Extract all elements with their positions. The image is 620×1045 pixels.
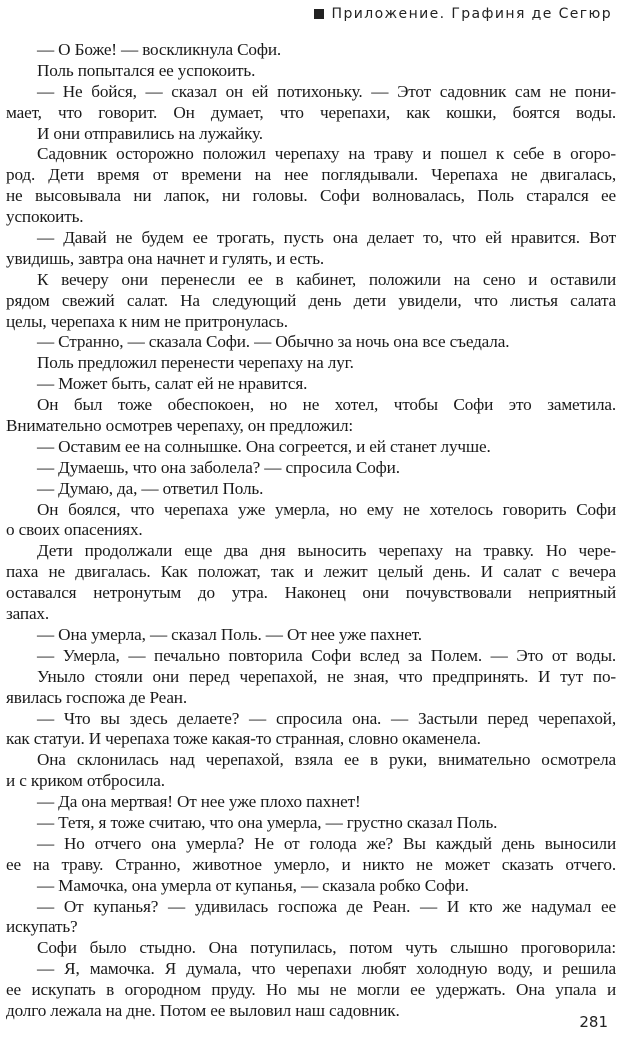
- text-line-content: Внимательно осмотрев черепаху, он предложил:: [6, 416, 354, 436]
- text-line-content: — Умерла, — печально повторила Софи вслед за Полем. — Это от воды.: [37, 645, 616, 665]
- text-line: [0, 562, 620, 583]
- text-line-content: Поль предложил перенести черепаху на луг.: [37, 353, 354, 373]
- text-line: [0, 165, 620, 186]
- running-header-title: Приложение. Графиня де Сегюр: [331, 6, 612, 22]
- text-line-content: — Мамочка, она умерла от купанья, — сказала робко Софи.: [37, 875, 469, 895]
- text-line-content: — Но отчего она умерла? Не от голода же? Вы каждый день выносили: [37, 833, 616, 853]
- text-line: [0, 792, 620, 813]
- text-line-content: явилась госпожа де Реан.: [6, 687, 187, 707]
- text-line: [0, 312, 620, 333]
- text-line: [0, 646, 620, 667]
- text-line: [0, 897, 620, 918]
- text-line-content: — Я, мамочка. Я думала, что черепахи любят холодную воду, и решила: [37, 959, 616, 979]
- text-line-content: — Давай не будем ее трогать, пусть она делает то, что ей нравится. Вот: [37, 228, 616, 248]
- text-line: [0, 667, 620, 688]
- text-line-content: увидишь, завтра она начнет и гулять, и есть.: [6, 248, 325, 268]
- text-line: [0, 332, 620, 353]
- text-line: [0, 771, 620, 792]
- text-line: [0, 186, 620, 207]
- running-header: [314, 4, 612, 24]
- text-line-content: — Не бойся, — сказал он ей потихоньку. — Этот садовник сам не пони-: [37, 81, 616, 101]
- text-line-content: мает, что говорит. Он думает, что черепахи, как кошки, боятся воды.: [6, 102, 616, 122]
- text-line-content: Уныло стояли они перед черепахой, не зная, что предпринять. И тут по-: [37, 666, 616, 686]
- text-line-content: целы, черепаха к ним не притронулась.: [6, 311, 288, 331]
- text-line-content: — Думаю, да, — ответил Поль.: [37, 478, 264, 498]
- text-line-content: Он был тоже обеспокоен, но не хотел, чтобы Софи это заметила.: [37, 395, 616, 415]
- text-line: [0, 207, 620, 228]
- text-line: [0, 917, 620, 938]
- text-line-content: Садовник осторожно положил черепаху на траву и пошел к себе в огоро-: [37, 144, 616, 164]
- text-line-content: — От купанья? — удивилась госпожа де Реан. — И кто же надумал ее: [37, 896, 616, 916]
- text-line: [0, 1001, 620, 1022]
- text-line: [0, 291, 620, 312]
- text-line: [0, 938, 620, 959]
- text-line: [0, 959, 620, 980]
- text-line: [0, 813, 620, 834]
- text-line: [0, 750, 620, 771]
- text-line-content: Она склонилась над черепахой, взяла ее в руки, внимательно осмотрела: [37, 750, 616, 770]
- text-line-content: Он боялся, что черепаха уже умерла, но ему не хотелось говорить Софи: [37, 499, 616, 519]
- text-line: [0, 458, 620, 479]
- text-line-content: оставался нетронутым до утра. Наконец они почувствовали неприятный: [6, 583, 616, 603]
- text-line: [0, 416, 620, 437]
- text-line: [0, 40, 620, 61]
- text-line-content: И они отправились на лужайку.: [37, 123, 263, 143]
- text-line: [0, 82, 620, 103]
- text-line-content: запах.: [6, 604, 50, 624]
- text-line: [0, 688, 620, 709]
- text-line-content: и с криком отбросила.: [6, 771, 165, 791]
- text-line: [0, 144, 620, 165]
- text-line: [0, 583, 620, 604]
- text-line-content: — Оставим ее на солнышке. Она согреется, и ей станет лучше.: [37, 436, 491, 456]
- text-line-content: Дети продолжали еще два дня выносить черепаху на травку. Но чере-: [37, 541, 616, 561]
- text-line-content: — Что вы здесь делаете? — спросила она. — Застыли перед черепахой,: [37, 708, 616, 728]
- text-line-content: — Думаешь, что она заболела? — спросила Софи.: [37, 457, 400, 477]
- text-line-content: — Может быть, салат ей не нравится.: [37, 374, 308, 394]
- text-line: [0, 709, 620, 730]
- text-line-content: — Она умерла, — сказал Поль. — От нее уже пахнет.: [37, 624, 422, 644]
- text-line: [0, 270, 620, 291]
- text-line: [0, 249, 620, 270]
- text-line: [0, 479, 620, 500]
- text-line-content: Софи было стыдно. Она потупилась, потом чуть слышно проговорила:: [37, 938, 616, 958]
- text-line-content: ее искупать в огородном пруду. Но мы не могли ее удержать. Она упала и: [6, 980, 616, 1000]
- text-line: [0, 980, 620, 1001]
- text-line: [0, 855, 620, 876]
- page-number: 281: [579, 1013, 608, 1031]
- text-line-content: долго лежала на дне. Потом ее выловил наш садовник.: [6, 1000, 400, 1020]
- text-line-content: как статуи. И черепаха тоже какая-то странная, словно окаменела.: [6, 729, 481, 749]
- text-line: [0, 729, 620, 750]
- text-line: [0, 604, 620, 625]
- text-line: [0, 124, 620, 145]
- text-line: [0, 500, 620, 521]
- text-line: [0, 353, 620, 374]
- text-line-content: рядом свежий салат. На следующий день дети увидели, что листья салата: [6, 290, 616, 310]
- text-line-content: успокоить.: [6, 207, 84, 227]
- text-line-content: Поль попытался ее успокоить.: [37, 60, 256, 80]
- text-line: [0, 61, 620, 82]
- text-line-content: не высовывала ни лапок, ни головы. Софи волновалась, Поль старался ее: [6, 186, 616, 206]
- text-line-content: о своих опасениях.: [6, 520, 143, 540]
- text-line-content: — Странно, — сказала Софи. — Обычно за ночь она все съедала.: [37, 332, 510, 352]
- text-line: [0, 876, 620, 897]
- text-line: [0, 520, 620, 541]
- page-body-text: [0, 40, 620, 1022]
- text-line: [0, 834, 620, 855]
- text-line-content: К вечеру они перенесли ее в кабинет, положили на сено и оставили: [37, 269, 616, 289]
- text-line: [0, 228, 620, 249]
- text-line-content: искупать?: [6, 917, 78, 937]
- text-line: [0, 541, 620, 562]
- text-line-content: — О Боже! — воскликнула Софи.: [37, 40, 282, 59]
- text-line: [0, 625, 620, 646]
- text-line-content: — Тетя, я тоже считаю, что она умерла, — грустно сказал Поль.: [37, 812, 498, 832]
- text-line: [0, 103, 620, 124]
- text-line-content: род. Дети время от времени на нее поглядывали. Черепаха не двигалась,: [6, 165, 616, 185]
- text-line: [0, 437, 620, 458]
- text-line-content: ее на траву. Странно, животное умерло, и никто не может сказать отчего.: [6, 854, 616, 874]
- text-line-content: паха не двигалась. Как положат, так и лежит целый день. И салат с вечера: [6, 562, 616, 582]
- text-line: [0, 395, 620, 416]
- text-line: [0, 374, 620, 395]
- text-line-content: — Да она мертвая! От нее уже плохо пахнет!: [37, 792, 361, 812]
- header-square-mark: [314, 9, 324, 19]
